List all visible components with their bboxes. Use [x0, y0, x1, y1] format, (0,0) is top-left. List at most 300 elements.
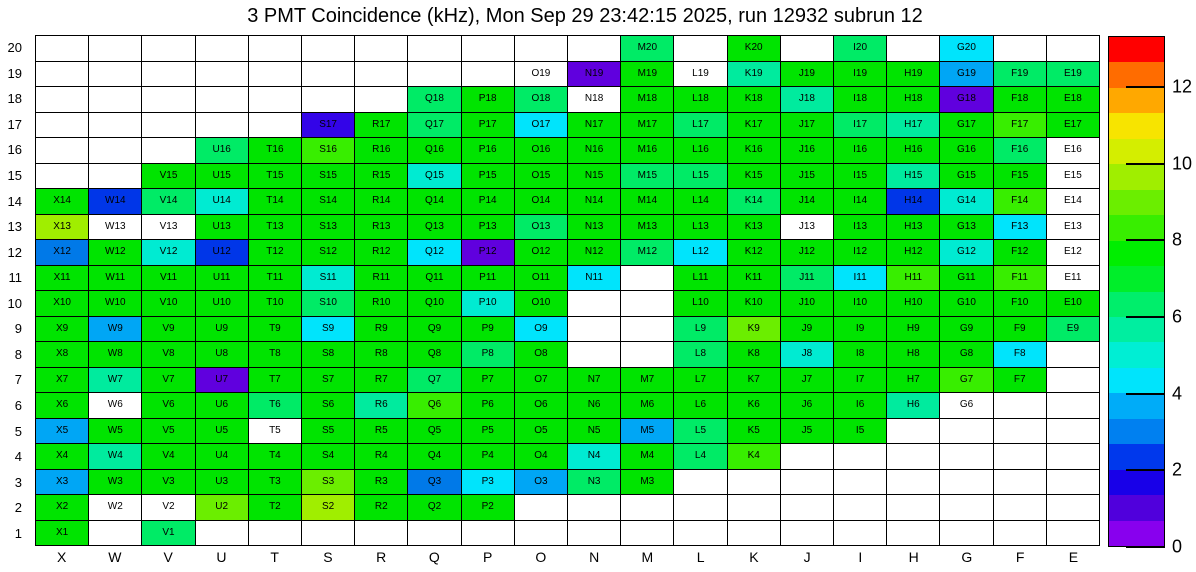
- cell-N15: N15: [568, 164, 621, 190]
- empty-cell-T20: [249, 36, 302, 62]
- chart-title: 3 PMT Coincidence (kHz), Mon Sep 29 23:42:15 2025, run 12932 subrun 12: [247, 5, 923, 27]
- cell-J16: J16: [781, 138, 834, 164]
- cell-Q14: Q14: [408, 189, 461, 215]
- cell-U15: U15: [196, 164, 249, 190]
- cell-H13: H13: [887, 215, 940, 241]
- cell-J11: J11: [781, 266, 834, 292]
- cell-M7: M7: [621, 368, 674, 394]
- cell-P9: P9: [462, 317, 515, 343]
- colorbar-band: [1109, 62, 1164, 87]
- empty-cell-X15: [36, 164, 89, 190]
- cell-W11: W11: [89, 266, 142, 292]
- empty-cell-L20: [674, 36, 727, 62]
- empty-cell-G2: [940, 495, 993, 521]
- empty-cell-G1: [940, 521, 993, 547]
- empty-cell-K1: [728, 521, 781, 547]
- cell-J10: J10: [781, 291, 834, 317]
- cell-E15: E15: [1047, 164, 1100, 190]
- row-label-5: 5: [14, 423, 22, 439]
- empty-cell-T19: [249, 62, 302, 88]
- cell-S10: S10: [302, 291, 355, 317]
- cell-Q9: Q9: [408, 317, 461, 343]
- colorbar-tick-label-4: 4: [1172, 383, 1183, 404]
- cell-J7: J7: [781, 368, 834, 394]
- empty-cell-I3: [834, 470, 887, 496]
- cell-I8: I8: [834, 342, 887, 368]
- cell-G13: G13: [940, 215, 993, 241]
- cell-K8: K8: [728, 342, 781, 368]
- y-axis-row-labels: [0, 35, 28, 546]
- cell-I17: I17: [834, 113, 887, 139]
- empty-cell-G5: [940, 419, 993, 445]
- empty-cell-E8: [1047, 342, 1100, 368]
- cell-K12: K12: [728, 240, 781, 266]
- empty-cell-F2: [994, 495, 1047, 521]
- cell-Q6: Q6: [408, 393, 461, 419]
- cell-Q10: Q10: [408, 291, 461, 317]
- row-label-7: 7: [14, 372, 22, 388]
- cell-N11: N11: [568, 266, 621, 292]
- column-label-L: L: [696, 549, 705, 565]
- cell-F7: F7: [994, 368, 1047, 394]
- cell-N4: N4: [568, 444, 621, 470]
- empty-cell-U1: [196, 521, 249, 547]
- cell-I20: I20: [834, 36, 887, 62]
- cell-G12: G12: [940, 240, 993, 266]
- empty-cell-H20: [887, 36, 940, 62]
- cell-F11: F11: [994, 266, 1047, 292]
- colorbar-band: [1109, 164, 1164, 189]
- cell-G16: G16: [940, 138, 993, 164]
- cell-W10: W10: [89, 291, 142, 317]
- cell-N12: N12: [568, 240, 621, 266]
- cell-L14: L14: [674, 189, 727, 215]
- empty-cell-G4: [940, 444, 993, 470]
- colorbar-tick-label-0: 0: [1172, 536, 1183, 557]
- cell-Q2: Q2: [408, 495, 461, 521]
- column-label-N: N: [589, 549, 600, 565]
- cell-S5: S5: [302, 419, 355, 445]
- colorbar-tick: [1126, 469, 1165, 471]
- cell-M6: M6: [621, 393, 674, 419]
- cell-P13: P13: [462, 215, 515, 241]
- empty-cell-W15: [89, 164, 142, 190]
- colorbar-tick: [1126, 163, 1165, 165]
- cell-H16: H16: [887, 138, 940, 164]
- cell-V1: V1: [142, 521, 195, 547]
- empty-cell-S1: [302, 521, 355, 547]
- empty-cell-H2: [887, 495, 940, 521]
- cell-W8: W8: [89, 342, 142, 368]
- empty-cell-U18: [196, 87, 249, 113]
- column-label-S: S: [323, 549, 333, 565]
- empty-cell-E3: [1047, 470, 1100, 496]
- column-label-E: E: [1068, 549, 1079, 565]
- cell-K7: K7: [728, 368, 781, 394]
- cell-O10: O10: [515, 291, 568, 317]
- cell-U10: U10: [196, 291, 249, 317]
- empty-cell-U19: [196, 62, 249, 88]
- empty-cell-U20: [196, 36, 249, 62]
- empty-cell-Q1: [408, 521, 461, 547]
- cell-X2: X2: [36, 495, 89, 521]
- empty-cell-N9: [568, 317, 621, 343]
- cell-O12: O12: [515, 240, 568, 266]
- cell-I12: I12: [834, 240, 887, 266]
- cell-I5: I5: [834, 419, 887, 445]
- cell-W7: W7: [89, 368, 142, 394]
- empty-cell-J3: [781, 470, 834, 496]
- empty-cell-Q19: [408, 62, 461, 88]
- cell-V5: V5: [142, 419, 195, 445]
- cell-O4: O4: [515, 444, 568, 470]
- cell-S13: S13: [302, 215, 355, 241]
- empty-cell-H1: [887, 521, 940, 547]
- cell-W9: W9: [89, 317, 142, 343]
- cell-V11: V11: [142, 266, 195, 292]
- cell-E16: E16: [1047, 138, 1100, 164]
- cell-R12: R12: [355, 240, 408, 266]
- empty-cell-M11: [621, 266, 674, 292]
- empty-cell-I4: [834, 444, 887, 470]
- cell-U16: U16: [196, 138, 249, 164]
- cell-Q4: Q4: [408, 444, 461, 470]
- cell-N6: N6: [568, 393, 621, 419]
- cell-I6: I6: [834, 393, 887, 419]
- cell-Q13: Q13: [408, 215, 461, 241]
- cell-H9: H9: [887, 317, 940, 343]
- empty-cell-P19: [462, 62, 515, 88]
- cell-E19: E19: [1047, 62, 1100, 88]
- cell-F10: F10: [994, 291, 1047, 317]
- cell-R14: R14: [355, 189, 408, 215]
- colorbar-band: [1109, 317, 1164, 342]
- empty-cell-L3: [674, 470, 727, 496]
- cell-E13: E13: [1047, 215, 1100, 241]
- colorbar-tick-label-6: 6: [1172, 306, 1183, 327]
- colorbar-band: [1109, 215, 1164, 240]
- cell-P8: P8: [462, 342, 515, 368]
- cell-V8: V8: [142, 342, 195, 368]
- empty-cell-J2: [781, 495, 834, 521]
- empty-cell-J1: [781, 521, 834, 547]
- cell-X1: X1: [36, 521, 89, 547]
- row-label-20: 20: [7, 40, 22, 56]
- cell-L18: L18: [674, 87, 727, 113]
- cell-K14: K14: [728, 189, 781, 215]
- colorbar-tick: [1126, 86, 1165, 88]
- cell-V14: V14: [142, 189, 195, 215]
- cell-O15: O15: [515, 164, 568, 190]
- cell-L16: L16: [674, 138, 727, 164]
- empty-cell-F20: [994, 36, 1047, 62]
- cell-U6: U6: [196, 393, 249, 419]
- cell-S15: S15: [302, 164, 355, 190]
- cell-T7: T7: [249, 368, 302, 394]
- empty-cell-S18: [302, 87, 355, 113]
- cell-L9: L9: [674, 317, 727, 343]
- row-label-8: 8: [14, 346, 22, 362]
- empty-cell-T17: [249, 113, 302, 139]
- empty-cell-E20: [1047, 36, 1100, 62]
- cell-N7: N7: [568, 368, 621, 394]
- cell-T4: T4: [249, 444, 302, 470]
- cell-U11: U11: [196, 266, 249, 292]
- empty-cell-M10: [621, 291, 674, 317]
- cell-F12: F12: [994, 240, 1047, 266]
- cell-O11: O11: [515, 266, 568, 292]
- cell-X12: X12: [36, 240, 89, 266]
- column-label-G: G: [961, 549, 973, 565]
- cell-G17: G17: [940, 113, 993, 139]
- cell-L12: L12: [674, 240, 727, 266]
- row-label-15: 15: [7, 168, 22, 184]
- cell-L4: L4: [674, 444, 727, 470]
- cell-J12: J12: [781, 240, 834, 266]
- colorbar-tick-label-10: 10: [1172, 153, 1193, 174]
- cell-O18: O18: [515, 87, 568, 113]
- cell-K6: K6: [728, 393, 781, 419]
- empty-cell-L2: [674, 495, 727, 521]
- cell-W4: W4: [89, 444, 142, 470]
- cell-O9: O9: [515, 317, 568, 343]
- cell-E10: E10: [1047, 291, 1100, 317]
- cell-K19: K19: [728, 62, 781, 88]
- row-label-12: 12: [7, 244, 22, 260]
- cell-M3: M3: [621, 470, 674, 496]
- cell-T11: T11: [249, 266, 302, 292]
- colorbar-band: [1109, 113, 1164, 138]
- cell-X6: X6: [36, 393, 89, 419]
- cell-K9: K9: [728, 317, 781, 343]
- cell-T16: T16: [249, 138, 302, 164]
- colorbar-tick-label-8: 8: [1172, 229, 1183, 250]
- cell-H19: H19: [887, 62, 940, 88]
- empty-cell-F5: [994, 419, 1047, 445]
- column-label-P: P: [482, 549, 493, 565]
- cell-N3: N3: [568, 470, 621, 496]
- cell-S16: S16: [302, 138, 355, 164]
- cell-M4: M4: [621, 444, 674, 470]
- cell-U3: U3: [196, 470, 249, 496]
- cell-H10: H10: [887, 291, 940, 317]
- cell-I16: I16: [834, 138, 887, 164]
- column-label-J: J: [803, 549, 811, 565]
- cell-J8: J8: [781, 342, 834, 368]
- colorbar-band: [1109, 266, 1164, 291]
- cell-X10: X10: [36, 291, 89, 317]
- empty-cell-V19: [142, 62, 195, 88]
- cell-J13: J13: [781, 215, 834, 241]
- cell-N5: N5: [568, 419, 621, 445]
- column-label-V: V: [163, 549, 173, 565]
- colorbar-tick: [1126, 316, 1165, 318]
- cell-Q16: Q16: [408, 138, 461, 164]
- empty-cell-W16: [89, 138, 142, 164]
- cell-U13: U13: [196, 215, 249, 241]
- row-label-10: 10: [7, 295, 22, 311]
- empty-cell-E2: [1047, 495, 1100, 521]
- cell-P16: P16: [462, 138, 515, 164]
- cell-K5: K5: [728, 419, 781, 445]
- cell-I7: I7: [834, 368, 887, 394]
- colorbar-band: [1109, 241, 1164, 266]
- cell-X5: X5: [36, 419, 89, 445]
- cell-I19: I19: [834, 62, 887, 88]
- cell-U4: U4: [196, 444, 249, 470]
- cell-I14: I14: [834, 189, 887, 215]
- cell-M15: M15: [621, 164, 674, 190]
- cell-L11: L11: [674, 266, 727, 292]
- colorbar-tick: [1126, 239, 1165, 241]
- cell-K4: K4: [728, 444, 781, 470]
- cell-G18: G18: [940, 87, 993, 113]
- column-label-X: X: [56, 549, 67, 565]
- cell-L17: L17: [674, 113, 727, 139]
- row-label-13: 13: [7, 219, 22, 235]
- cell-U8: U8: [196, 342, 249, 368]
- empty-cell-O2: [515, 495, 568, 521]
- cell-G6: G6: [940, 393, 993, 419]
- cell-V9: V9: [142, 317, 195, 343]
- empty-cell-W17: [89, 113, 142, 139]
- cell-V2: V2: [142, 495, 195, 521]
- row-label-1: 1: [14, 525, 22, 541]
- cell-Q3: Q3: [408, 470, 461, 496]
- cell-U14: U14: [196, 189, 249, 215]
- empty-cell-X16: [36, 138, 89, 164]
- cell-O5: O5: [515, 419, 568, 445]
- colorbar-band: [1109, 190, 1164, 215]
- cell-V6: V6: [142, 393, 195, 419]
- cell-O17: O17: [515, 113, 568, 139]
- cell-Q5: Q5: [408, 419, 461, 445]
- cell-S6: S6: [302, 393, 355, 419]
- cell-L7: L7: [674, 368, 727, 394]
- empty-cell-H3: [887, 470, 940, 496]
- cell-V13: V13: [142, 215, 195, 241]
- cell-W13: W13: [89, 215, 142, 241]
- cell-H7: H7: [887, 368, 940, 394]
- cell-P6: P6: [462, 393, 515, 419]
- cell-J9: J9: [781, 317, 834, 343]
- cell-R2: R2: [355, 495, 408, 521]
- cell-M16: M16: [621, 138, 674, 164]
- empty-cell-V18: [142, 87, 195, 113]
- cell-P5: P5: [462, 419, 515, 445]
- empty-cell-M8: [621, 342, 674, 368]
- empty-cell-O20: [515, 36, 568, 62]
- cell-G19: G19: [940, 62, 993, 88]
- empty-cell-J20: [781, 36, 834, 62]
- cell-L19: L19: [674, 62, 727, 88]
- empty-cell-X19: [36, 62, 89, 88]
- cell-F9: F9: [994, 317, 1047, 343]
- cell-J14: J14: [781, 189, 834, 215]
- cell-M12: M12: [621, 240, 674, 266]
- cell-L6: L6: [674, 393, 727, 419]
- colorbar-band: [1109, 495, 1164, 520]
- cell-T2: T2: [249, 495, 302, 521]
- cell-Q15: Q15: [408, 164, 461, 190]
- cell-X3: X3: [36, 470, 89, 496]
- empty-cell-U17: [196, 113, 249, 139]
- cell-W2: W2: [89, 495, 142, 521]
- empty-cell-I1: [834, 521, 887, 547]
- empty-cell-P20: [462, 36, 515, 62]
- cell-F18: F18: [994, 87, 1047, 113]
- cell-S12: S12: [302, 240, 355, 266]
- cell-F13: F13: [994, 215, 1047, 241]
- empty-cell-N10: [568, 291, 621, 317]
- cell-M18: M18: [621, 87, 674, 113]
- empty-cell-K3: [728, 470, 781, 496]
- empty-cell-T18: [249, 87, 302, 113]
- empty-cell-G3: [940, 470, 993, 496]
- empty-cell-F1: [994, 521, 1047, 547]
- empty-cell-N8: [568, 342, 621, 368]
- empty-cell-M2: [621, 495, 674, 521]
- empty-cell-O1: [515, 521, 568, 547]
- empty-cell-M9: [621, 317, 674, 343]
- cell-P18: P18: [462, 87, 515, 113]
- cell-O8: O8: [515, 342, 568, 368]
- cell-O6: O6: [515, 393, 568, 419]
- column-label-U: U: [216, 549, 227, 565]
- cell-R13: R13: [355, 215, 408, 241]
- cell-V4: V4: [142, 444, 195, 470]
- empty-cell-N2: [568, 495, 621, 521]
- colorbar-band: [1109, 521, 1164, 546]
- x-axis-column-labels: [35, 549, 1100, 569]
- colorbar-band: [1109, 292, 1164, 317]
- row-label-3: 3: [14, 474, 22, 490]
- empty-cell-J4: [781, 444, 834, 470]
- cell-X9: X9: [36, 317, 89, 343]
- cell-I10: I10: [834, 291, 887, 317]
- cell-E12: E12: [1047, 240, 1100, 266]
- row-label-17: 17: [7, 116, 22, 132]
- empty-cell-V16: [142, 138, 195, 164]
- colorbar-tick-label-12: 12: [1172, 76, 1193, 97]
- colorbar-tick: [1126, 393, 1165, 395]
- cell-K16: K16: [728, 138, 781, 164]
- cell-S17: S17: [302, 113, 355, 139]
- empty-cell-S19: [302, 62, 355, 88]
- empty-cell-I2: [834, 495, 887, 521]
- cell-N19: N19: [568, 62, 621, 88]
- cell-L8: L8: [674, 342, 727, 368]
- cell-Q12: Q12: [408, 240, 461, 266]
- colorbar-tick: [1126, 546, 1165, 548]
- cell-Q8: Q8: [408, 342, 461, 368]
- empty-cell-X18: [36, 87, 89, 113]
- row-label-14: 14: [7, 193, 22, 209]
- cell-M17: M17: [621, 113, 674, 139]
- cell-G8: G8: [940, 342, 993, 368]
- cell-M5: M5: [621, 419, 674, 445]
- row-label-16: 16: [7, 142, 22, 158]
- cell-T9: T9: [249, 317, 302, 343]
- empty-cell-X17: [36, 113, 89, 139]
- cell-F14: F14: [994, 189, 1047, 215]
- empty-cell-Q20: [408, 36, 461, 62]
- cell-G9: G9: [940, 317, 993, 343]
- colorbar-band: [1109, 368, 1164, 393]
- column-label-M: M: [641, 549, 654, 565]
- empty-cell-H5: [887, 419, 940, 445]
- colorbar-band: [1109, 37, 1164, 62]
